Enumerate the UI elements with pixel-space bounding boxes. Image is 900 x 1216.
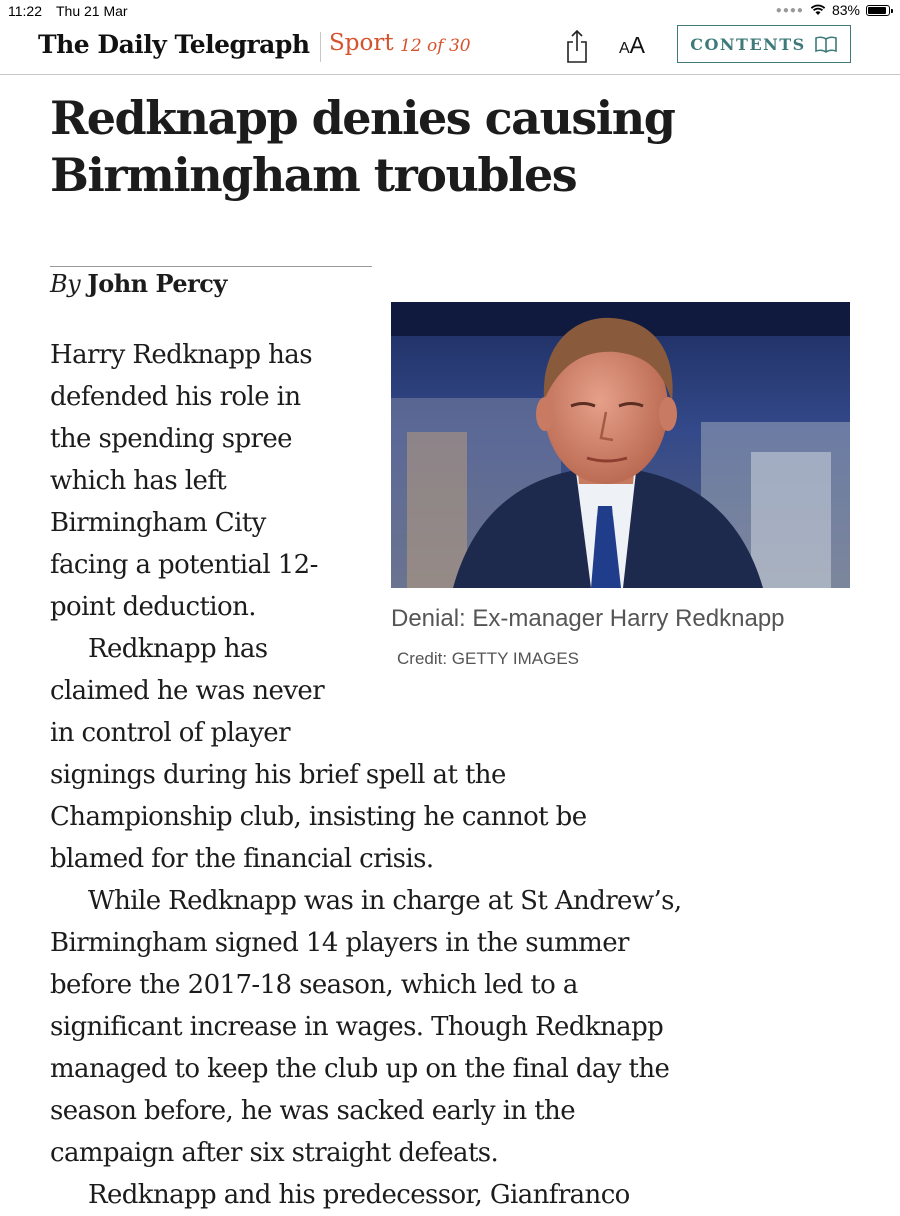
body-line: blamed for the financial crisis. [50, 844, 434, 874]
body-line: campaign after six straight defeats. [50, 1138, 499, 1168]
book-icon [814, 35, 838, 53]
body-line: Birmingham signed 14 players in the summer [50, 928, 629, 958]
header-divider [320, 32, 321, 62]
byline-rule [50, 266, 372, 267]
body-line: the spending spree [50, 424, 292, 454]
headline-line: Birmingham troubles [50, 148, 577, 202]
article-headline [50, 90, 850, 204]
body-line: Redknapp and his predecessor, Gianfranco [88, 1180, 630, 1210]
body-line: managed to keep the club up on the final day the [50, 1054, 670, 1084]
status-right [776, 2, 890, 18]
status-time: 11:22 [8, 3, 42, 19]
body-line: Redknapp has [88, 634, 268, 664]
body-line: claimed he was never [50, 676, 325, 706]
body-line: significant increase in wages. Though Redknapp [50, 1012, 664, 1042]
author-name: John Percy [87, 269, 227, 298]
body-line: facing a potential 12- [50, 550, 318, 580]
photo-caption: Denial: Ex-manager Harry Redknapp [391, 605, 785, 632]
status-bar [0, 0, 900, 24]
body-line: which has left [50, 466, 227, 496]
body-line: defended his role in [50, 382, 301, 412]
contents-button[interactable] [677, 25, 851, 63]
article-body [50, 334, 682, 1216]
body-line: Championship club, insisting he cannot be [50, 802, 587, 832]
wifi-icon [810, 4, 826, 16]
text-size-large: A [629, 32, 646, 58]
text-size-small: A [619, 40, 630, 57]
photo-credit: Credit: GETTY IMAGES [397, 649, 580, 668]
page-counter: 12 of 30 [400, 36, 471, 56]
byline [50, 269, 227, 298]
contents-label: CONTENTS [690, 34, 806, 54]
body-line: before the 2017-18 season, which led to a [50, 970, 578, 1000]
section-label: Sport [329, 30, 394, 56]
headline-line: Redknapp denies causing [50, 91, 675, 145]
share-icon[interactable] [564, 28, 590, 64]
body-line: While Redknapp was in charge at St Andrew’s, [88, 886, 682, 916]
app-header [0, 24, 900, 75]
battery-icon [866, 5, 890, 16]
masthead-logo: The Daily Telegraph [38, 30, 310, 59]
text-size-button[interactable] [619, 32, 645, 59]
byline-prefix: By [50, 270, 81, 298]
body-line: signings during his brief spell at the [50, 760, 506, 790]
body-line: point deduction. [50, 592, 256, 622]
body-line: season before, he was sacked early in the [50, 1096, 575, 1126]
body-line: Birmingham City [50, 508, 266, 538]
battery-percent: 83% [831, 2, 860, 18]
body-line: in control of player [50, 718, 290, 748]
body-line: Harry Redknapp has [50, 340, 312, 370]
signal-icon: ●●●● [775, 4, 804, 16]
status-date: Thu 21 Mar [56, 3, 128, 19]
